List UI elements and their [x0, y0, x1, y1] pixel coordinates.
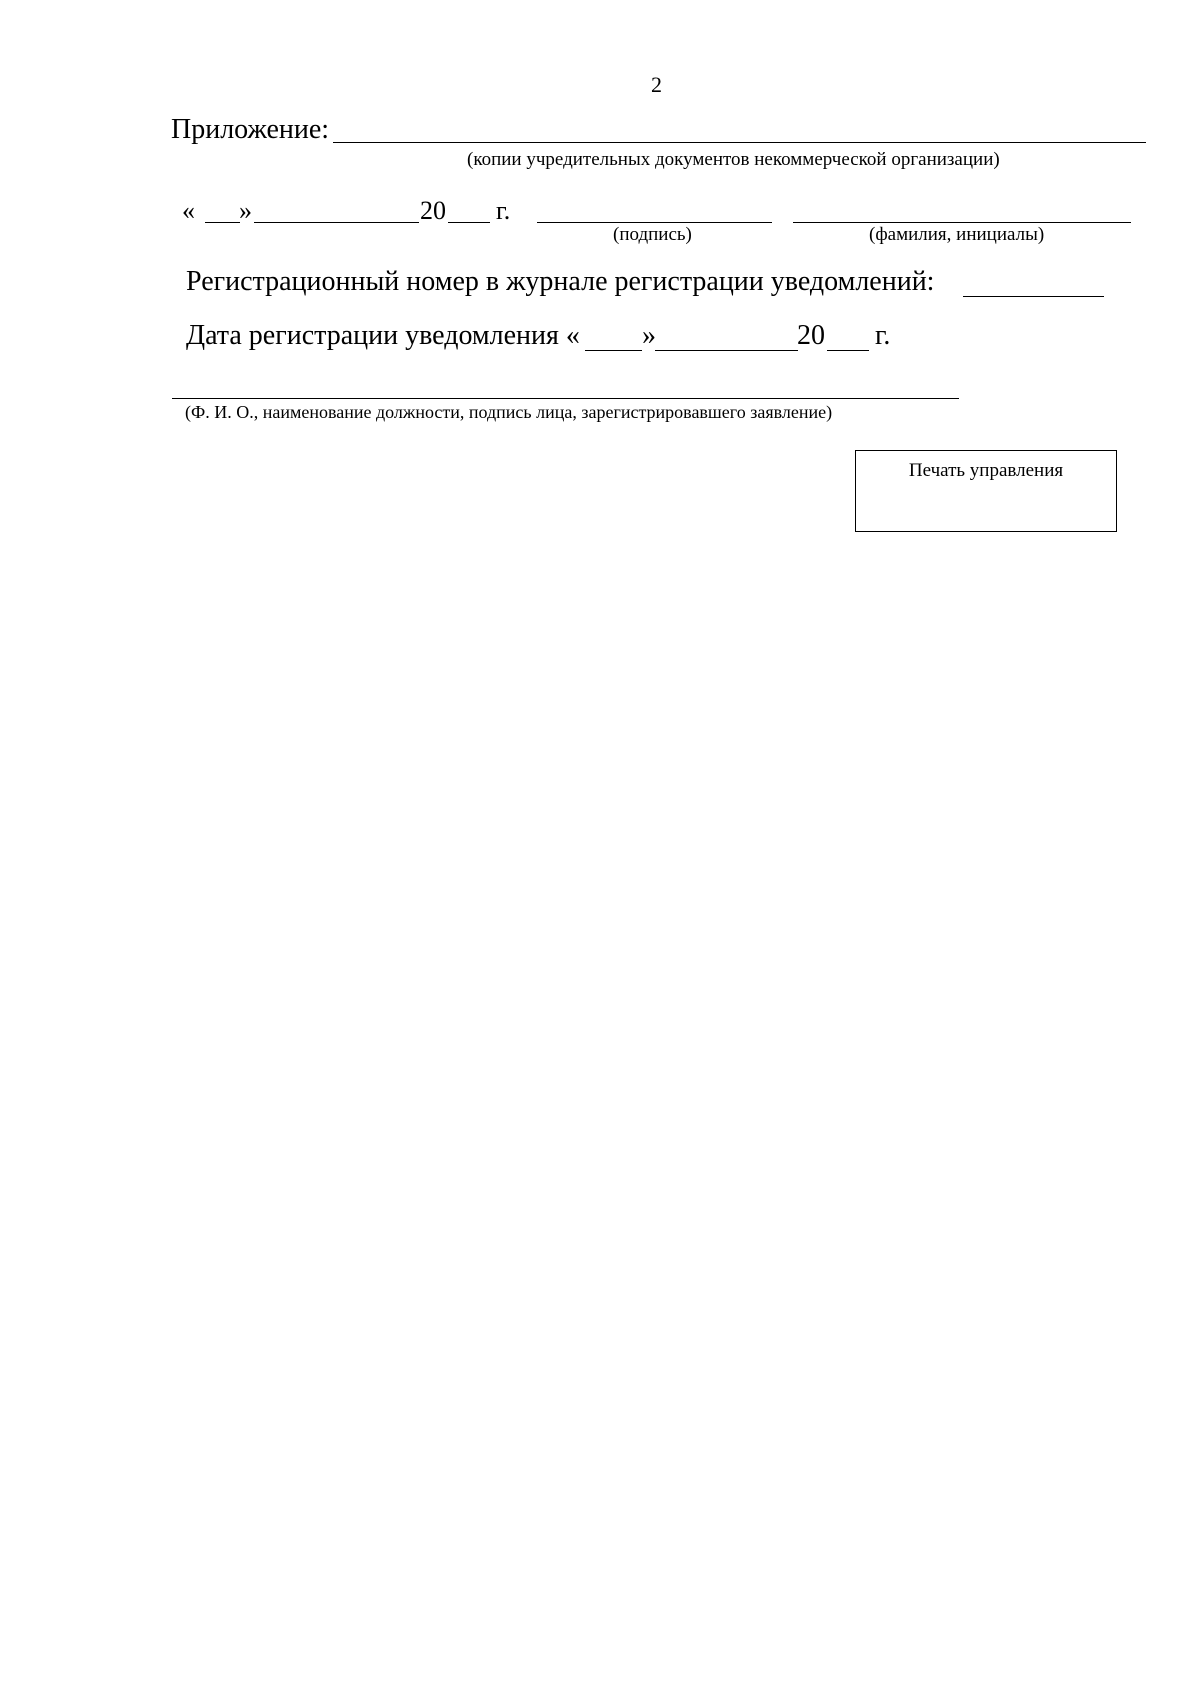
registration-number-field-line[interactable]	[963, 296, 1104, 297]
year-prefix: 20	[420, 196, 446, 225]
year-field-line[interactable]	[448, 222, 490, 223]
registration-year-prefix: 20	[797, 320, 825, 351]
name-field-line[interactable]	[793, 222, 1131, 223]
registration-year-suffix: г.	[875, 320, 891, 351]
date-open-quote: «	[182, 196, 195, 225]
signature-field-line[interactable]	[537, 222, 772, 223]
registrar-caption: (Ф. И. О., наименование должности, подпись лица, зарегистрировавшего заявление)	[185, 402, 833, 422]
page-number: 2	[651, 72, 662, 97]
month-field-line[interactable]	[254, 222, 419, 223]
registration-month-field-line[interactable]	[655, 350, 798, 351]
signature-caption: (подпись)	[613, 224, 692, 245]
registration-year-field-line[interactable]	[827, 350, 869, 351]
stamp-label: Печать управления	[908, 460, 1064, 481]
registrar-field-line[interactable]	[172, 398, 959, 399]
registration-day-field-line[interactable]	[585, 350, 642, 351]
day-field-line[interactable]	[205, 222, 240, 223]
year-suffix: г.	[496, 196, 511, 225]
registration-number-label: Регистрационный номер в журнале регистрации уведомлений:	[186, 266, 935, 297]
registration-date-label: Дата регистрации уведомления «	[186, 320, 580, 351]
attachment-field-line[interactable]	[333, 142, 1146, 143]
registration-date-close-quote: »	[642, 320, 656, 351]
attachment-label: Приложение:	[171, 114, 330, 145]
date-close-quote: »	[239, 196, 252, 225]
attachment-caption: (копии учредительных документов некоммерческой организации)	[467, 149, 1000, 170]
stamp-box	[855, 450, 1117, 532]
name-caption: (фамилия, инициалы)	[869, 224, 1045, 245]
